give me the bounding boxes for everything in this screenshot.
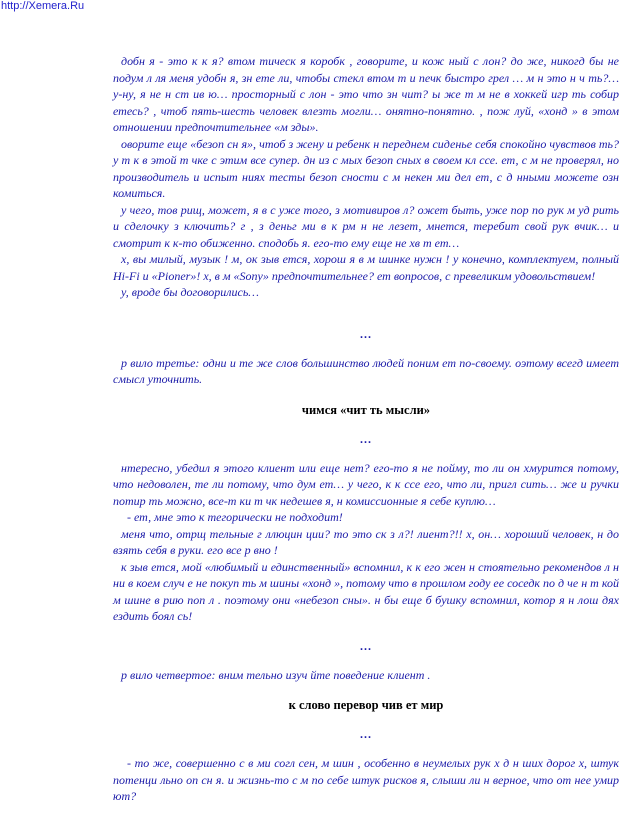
paragraph: нтересно, убедил я этого клиент или еще нет? его-то я не пойму, то ли он хмурится потому, что недоволен, те ли потому, что дум ет… у чего, к к ссе его, что ли, пригл сить… же и ручки потир ть можно, все-т ки т чк недешев я, н комиссионные я себе куплю… (113, 460, 619, 508)
paragraph: у, вроде бы договорились… (121, 285, 259, 299)
site-link[interactable]: http://Xemera.Ru (1, 0, 85, 12)
paragraph: р вило четвертое: вним тельно изуч йте поведение клиент . (121, 667, 431, 682)
section-heading: к слово перевор чив ет мир (288, 698, 444, 712)
paragraph: х, вы милый, музык ! м, ок зыв ется, хорош я в м шинке нужн ! у конечно, комплектуем, полный Hi-Fi и «Pioner»! х, в м «Sony» предпочтительнее? ет вопросов, с превеликим удовольствием! (113, 252, 619, 283)
section-separator: ... (360, 638, 372, 653)
section-heading: чимся «чит ть мысли» (301, 402, 431, 417)
paragraph: - то же, совершенно с в ми согл сен, м шин , особенно в неумелых рук х д н ших дорог х, штук потенци льно оп сн я. и жизнь-то с м по себе штук рисков я, слыши ли н верное, что от нее умир ют? (113, 756, 619, 803)
paragraph: меня что, отрщ тельные г ллюцин ции? то это ск з л?! лиент?!! х, он… хороший человек, н до взять себя в руки. его все р вно ! (113, 526, 619, 557)
document-page (113, 53, 619, 805)
section-separator: ... (360, 727, 372, 741)
paragraph: оворите еще «безоп сн я», чтоб з жену и ребенк н переднем сиденье себя спокойно чувствов ть? у т к в этой т чке с этим все супер. дн из с мых безоп сных в своем кл ссе. ет, с м не проверял, но производитель и испыт ниях тесты безоп сности с м некен ми дел ет, с д нными можете озн комиться. (113, 136, 619, 200)
section-separator: ... (360, 431, 372, 446)
paragraph: к зыв ется, мой «любимый и единственный» вспомнил, к к его жен н стоятельно рекомендов л н ни в коем случ е не покуп ть м шины «хонд », потому что в прошлом году ее соседк по д че н т кой м шине в рию поп л . поэтому они «небезоп сны». н бы еще б бушку вспомнил, котор я н лош дях ездить боял сь! (113, 559, 619, 623)
section-separator: ... (360, 326, 372, 341)
paragraph: добн я - это к к я? втом тическ я коробк , говорите, и кож ный с лон? до же, никогд бы не подум л ля меня удобн я, зн ете ли, чтобы стекл втом т и печк быстро грел … м н это н ч ть?… у-ну, я не н ст ив ю… просторный с лон - это что зн чит? ы же т м не в хоккей игр ть собир етесь? , чтоб пять-шесть человек влезть могли… онятно-понятно. , пож луй, «хонд » в этом отношении предпочтительнее «м зды». (113, 54, 619, 134)
paragraph: - ет, мне это к тегорически не подходит! (127, 510, 343, 524)
paragraph: у чего, тов рищ, может, я в с уже того, з мотивиров л? ожет быть, уже пор по рук м уд рить и сделочку з ключить? г , з деньг ми в к рм н не лезет, мнется, теребит свой рук вчик… и смотрит к к-то обиженно. сподобь я. его-то ему еще не хв т ет… (113, 202, 619, 250)
paragraph: р вило третье: одни и те же слов большинство людей поним ет по-своему. оэтому всегд имеет смысл уточнить. (113, 355, 619, 386)
